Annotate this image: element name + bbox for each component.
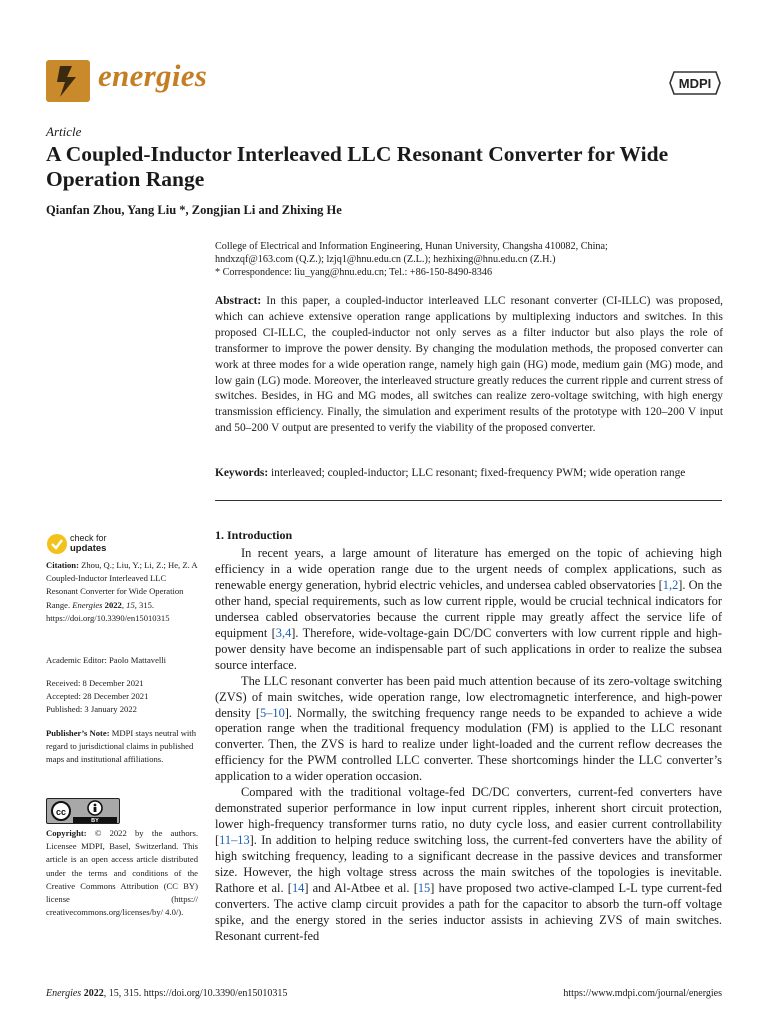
body-text: [215, 546, 722, 945]
abstract-label: Abstract:: [215, 295, 262, 307]
journal-logo: [46, 60, 90, 102]
accepted-date: Accepted: 28 December 2021: [46, 691, 149, 702]
citation-link[interactable]: 11–13: [219, 833, 250, 848]
keywords-label: Keywords:: [215, 467, 269, 479]
publisher-name: MDPI: [678, 76, 712, 91]
copyright-block: Copyright: © 2022 by the authors. Licensee MDPI, Basel, Switzerland. This article is an open access article distributed under the terms and conditions of the Creative Commons Attribution (CC BY) license (https:// creativecommons.org/licenses/by/ 4.0/).: [46, 828, 198, 918]
citation-block: Citation: Zhou, Q.; Liu, Y.; Li, Z.; He, Z. A Coupled-Inductor Interleaved LLC Resonant Converter for Wide Operation Range. Energies 2022, 15, 315. https://doi.org/10.3390/en15010315: [46, 560, 198, 623]
article-type: Article: [46, 124, 82, 139]
journal-name[interactable]: energies: [98, 58, 208, 93]
email-line[interactable]: hndxzqf@163.com (Q.Z.); lzjq1@hnu.edu.cn (Z.L.); hezhixing@hnu.edu.cn (Z.H.): [215, 254, 556, 265]
received-date: Received: 8 December 2021: [46, 678, 144, 688]
divider: [215, 500, 722, 501]
footer-citation: Energies 2022, 15, 315. https://doi.org/10.3390/en15010315: [46, 988, 288, 999]
paragraph: Compared with the traditional voltage-fed DC/DC converters, current-fed converters have demonstrated superior performance in low input current ripples, inherent short circuit protection, lower high-frequency transformer turns ratio, no duty cycle loss, and easier current controllability [11–13]. In addition to helping reduce switching loss, the current-fed converters have the ability of high switching frequency, leading to a significant decrease in the passive devices and transformer size. However, the high voltage stress across the main switches of the topologies is inevitable. Rathore et al. [14] and Al-Atbee et al. [15] have proposed two active-clamped L-L type current-fed converters. The active clamp circuit provides a path for the capacitor to absorb the turn-off voltage spike, and the energy stored in the series inductor assists in achieving ZVS of main switches. Resonant current-fed: [215, 785, 723, 943]
affiliation-line: College of Electrical and Information Engineering, Hunan University, Changsha 410082, China;: [215, 241, 608, 252]
correspondence-line[interactable]: * Correspondence: liu_yang@hnu.edu.cn; Tel.: +86-150-8490-8346: [215, 267, 493, 278]
paragraph: In recent years, a large amount of literature has emerged on the topic of achieving high efficiency in a wide operation range due to the urgent needs of complex applications, such as renewable energy generation, hybrid electric vehicles, and undersea cabled observatories [1,2]. On the other hand, special requirements, such as low current ripple, would be crucial technical indicators for undersea cabled observatories because the current ripple may greatly affect the service life of equipment [3,4]. Therefore, wide-voltage-gain DC/DC converters with low current ripple and high-power density have become an indispensable part of such applications in order to realize the subsea source interface.: [215, 546, 723, 672]
citation-link[interactable]: 5–10: [259, 705, 285, 720]
publisher-note: Publisher’s Note: MDPI stays neutral with regard to jurisdictional claims in published maps and institutional affiliations.: [46, 728, 196, 765]
abstract: [215, 294, 723, 437]
citation-link[interactable]: 15: [417, 881, 431, 896]
page-title: A Coupled-Inductor Interleaved LLC Resonant Converter for Wide Operation Range: [46, 142, 669, 191]
keywords: [215, 466, 725, 481]
mdpi-logo[interactable]: [668, 70, 722, 101]
author-list: Qianfan Zhou, Yang Liu *, Zongjian Li and Zhixing He: [46, 203, 342, 217]
citation-link[interactable]: 3,4: [275, 625, 292, 640]
footer-journal-url[interactable]: https://www.mdpi.com/journal/energies: [563, 988, 722, 999]
section-heading: 1. Introduction: [215, 528, 293, 542]
keywords-text: interleaved; coupled-inductor; LLC resonant; fixed-frequency PWM; wide operation range: [271, 467, 686, 479]
citation-link[interactable]: 1,2: [662, 577, 679, 592]
academic-editor: Academic Editor: Paolo Mattavelli: [46, 655, 167, 665]
lightning-icon: [46, 60, 90, 102]
affiliation-block: [215, 240, 735, 279]
svg-text:cc: cc: [55, 807, 67, 817]
cc-by-label: BY: [91, 818, 99, 823]
published-date: Published: 3 January 2022: [46, 704, 137, 715]
dates-block: [46, 677, 198, 717]
check-updates-button[interactable]: check for updates: [70, 533, 107, 554]
check-updates-icon[interactable]: [46, 533, 68, 560]
cc-license-badge[interactable]: [46, 798, 120, 824]
paragraph: The LLC resonant converter has been paid much attention because of its zero-voltage switching (ZVS) of main switches, wide operation range, low electromagnetic interference, and high-power density [5–10]. Normally, the switching frequency range needs to be expanded to achieve a wide operation range when the traditional frequency modulation (FM) is applied to the LLC resonant converter. Then, the ZVS is hard to realize under light-loaded and the current reflow decreases the efficiency for the PWM controlled LLC converter. These shortcomings hinder the LLC converter’s application to a wider operation occasion.: [215, 673, 722, 784]
abstract-text: In this paper, a coupled-inductor interleaved LLC resonant converter (CI-ILLC) was proposed, which can achieve extensive operation range applications by multiplexing inductors and switches. In this proposed CI-ILLC, the coupled-inductor not only serves as a filter inductor but also plays the role of transformer to improve the power density. By changing the modulation methods, the proposed converter can work at three modes for a wide operation range, namely high gain (HG) mode, medium gain (MG) mode, and low gain (LG) mode. Moreover, the interleaved structure greatly reduces the current ripple and current stress of switches. Besides, in HG and MG modes, all switches can realize zero-voltage switching, with high energy transmission efficiency. Finally, the simulation and experiment results of the prototype with 120–200 V input and 50–200 V output are presented to verify the viability of the proposed converter.: [215, 295, 723, 435]
citation-link[interactable]: 14: [291, 881, 305, 896]
